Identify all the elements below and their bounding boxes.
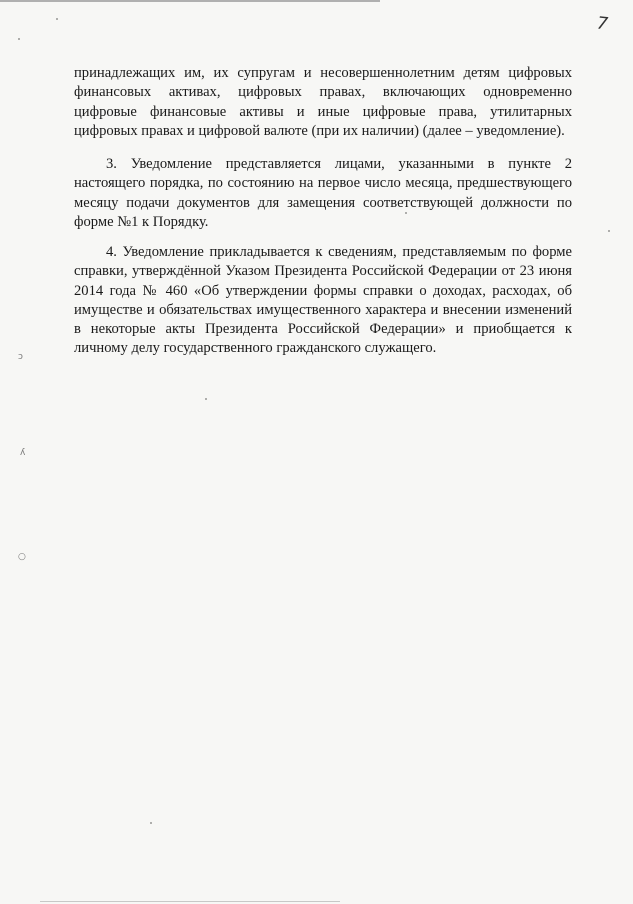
- text-line: месяцу подачи документов для замещения соответствующей должности по: [74, 194, 572, 211]
- scan-edge-top: [0, 0, 380, 2]
- paragraph-3: [74, 155, 572, 232]
- scan-speck: [405, 212, 407, 214]
- scan-mark: ○: [18, 552, 26, 562]
- scan-speck: [18, 38, 20, 40]
- text-line: принадлежащих им, их супругам и несовершеннолетним детям цифровых: [74, 65, 572, 81]
- text-line: настоящего порядка, по состоянию на первое число месяца, предшествующего: [74, 175, 572, 192]
- text-line: имуществе и обязательствах имущественного характера и внесении изменений: [74, 301, 572, 318]
- scan-speck: [608, 230, 610, 232]
- scan-speck: [150, 822, 152, 824]
- paragraph-4: [74, 243, 572, 359]
- scan-mark: ↄ: [18, 352, 23, 362]
- text-line: 3. Уведомление представляется лицами, указанными в пункте 2: [106, 156, 572, 172]
- scan-edge-bottom: [40, 901, 340, 902]
- text-line: справки, утверждённой Указом Президента Российской Федерации от 23 июня: [74, 263, 572, 280]
- paragraph-continuation: [74, 64, 572, 141]
- text-line: 4. Уведомление прикладывается к сведениям, представляемым по форме: [106, 244, 572, 260]
- text-line: личному делу государственного гражданского служащего.: [74, 340, 437, 357]
- text-line: 2014 года № 460 «Об утверждении формы справки о доходах, расходах, об: [74, 282, 572, 299]
- scan-speck: [56, 18, 58, 20]
- text-line: форме №1 к Порядку.: [74, 213, 209, 230]
- text-line: цифровых правах и цифровой валюте (при их наличии) (далее – уведомление).: [74, 122, 565, 139]
- scan-mark: ʎ: [20, 448, 26, 458]
- text-line: в некоторые акты Президента Российской Федерации» и приобщается к: [74, 321, 572, 338]
- page-number: 7: [595, 13, 609, 35]
- scan-speck: [205, 398, 207, 400]
- text-line: финансовых активах, цифровых правах, включающих одновременно: [74, 84, 572, 101]
- text-line: цифровые финансовые активы и иные цифровые права, утилитарных: [74, 103, 572, 120]
